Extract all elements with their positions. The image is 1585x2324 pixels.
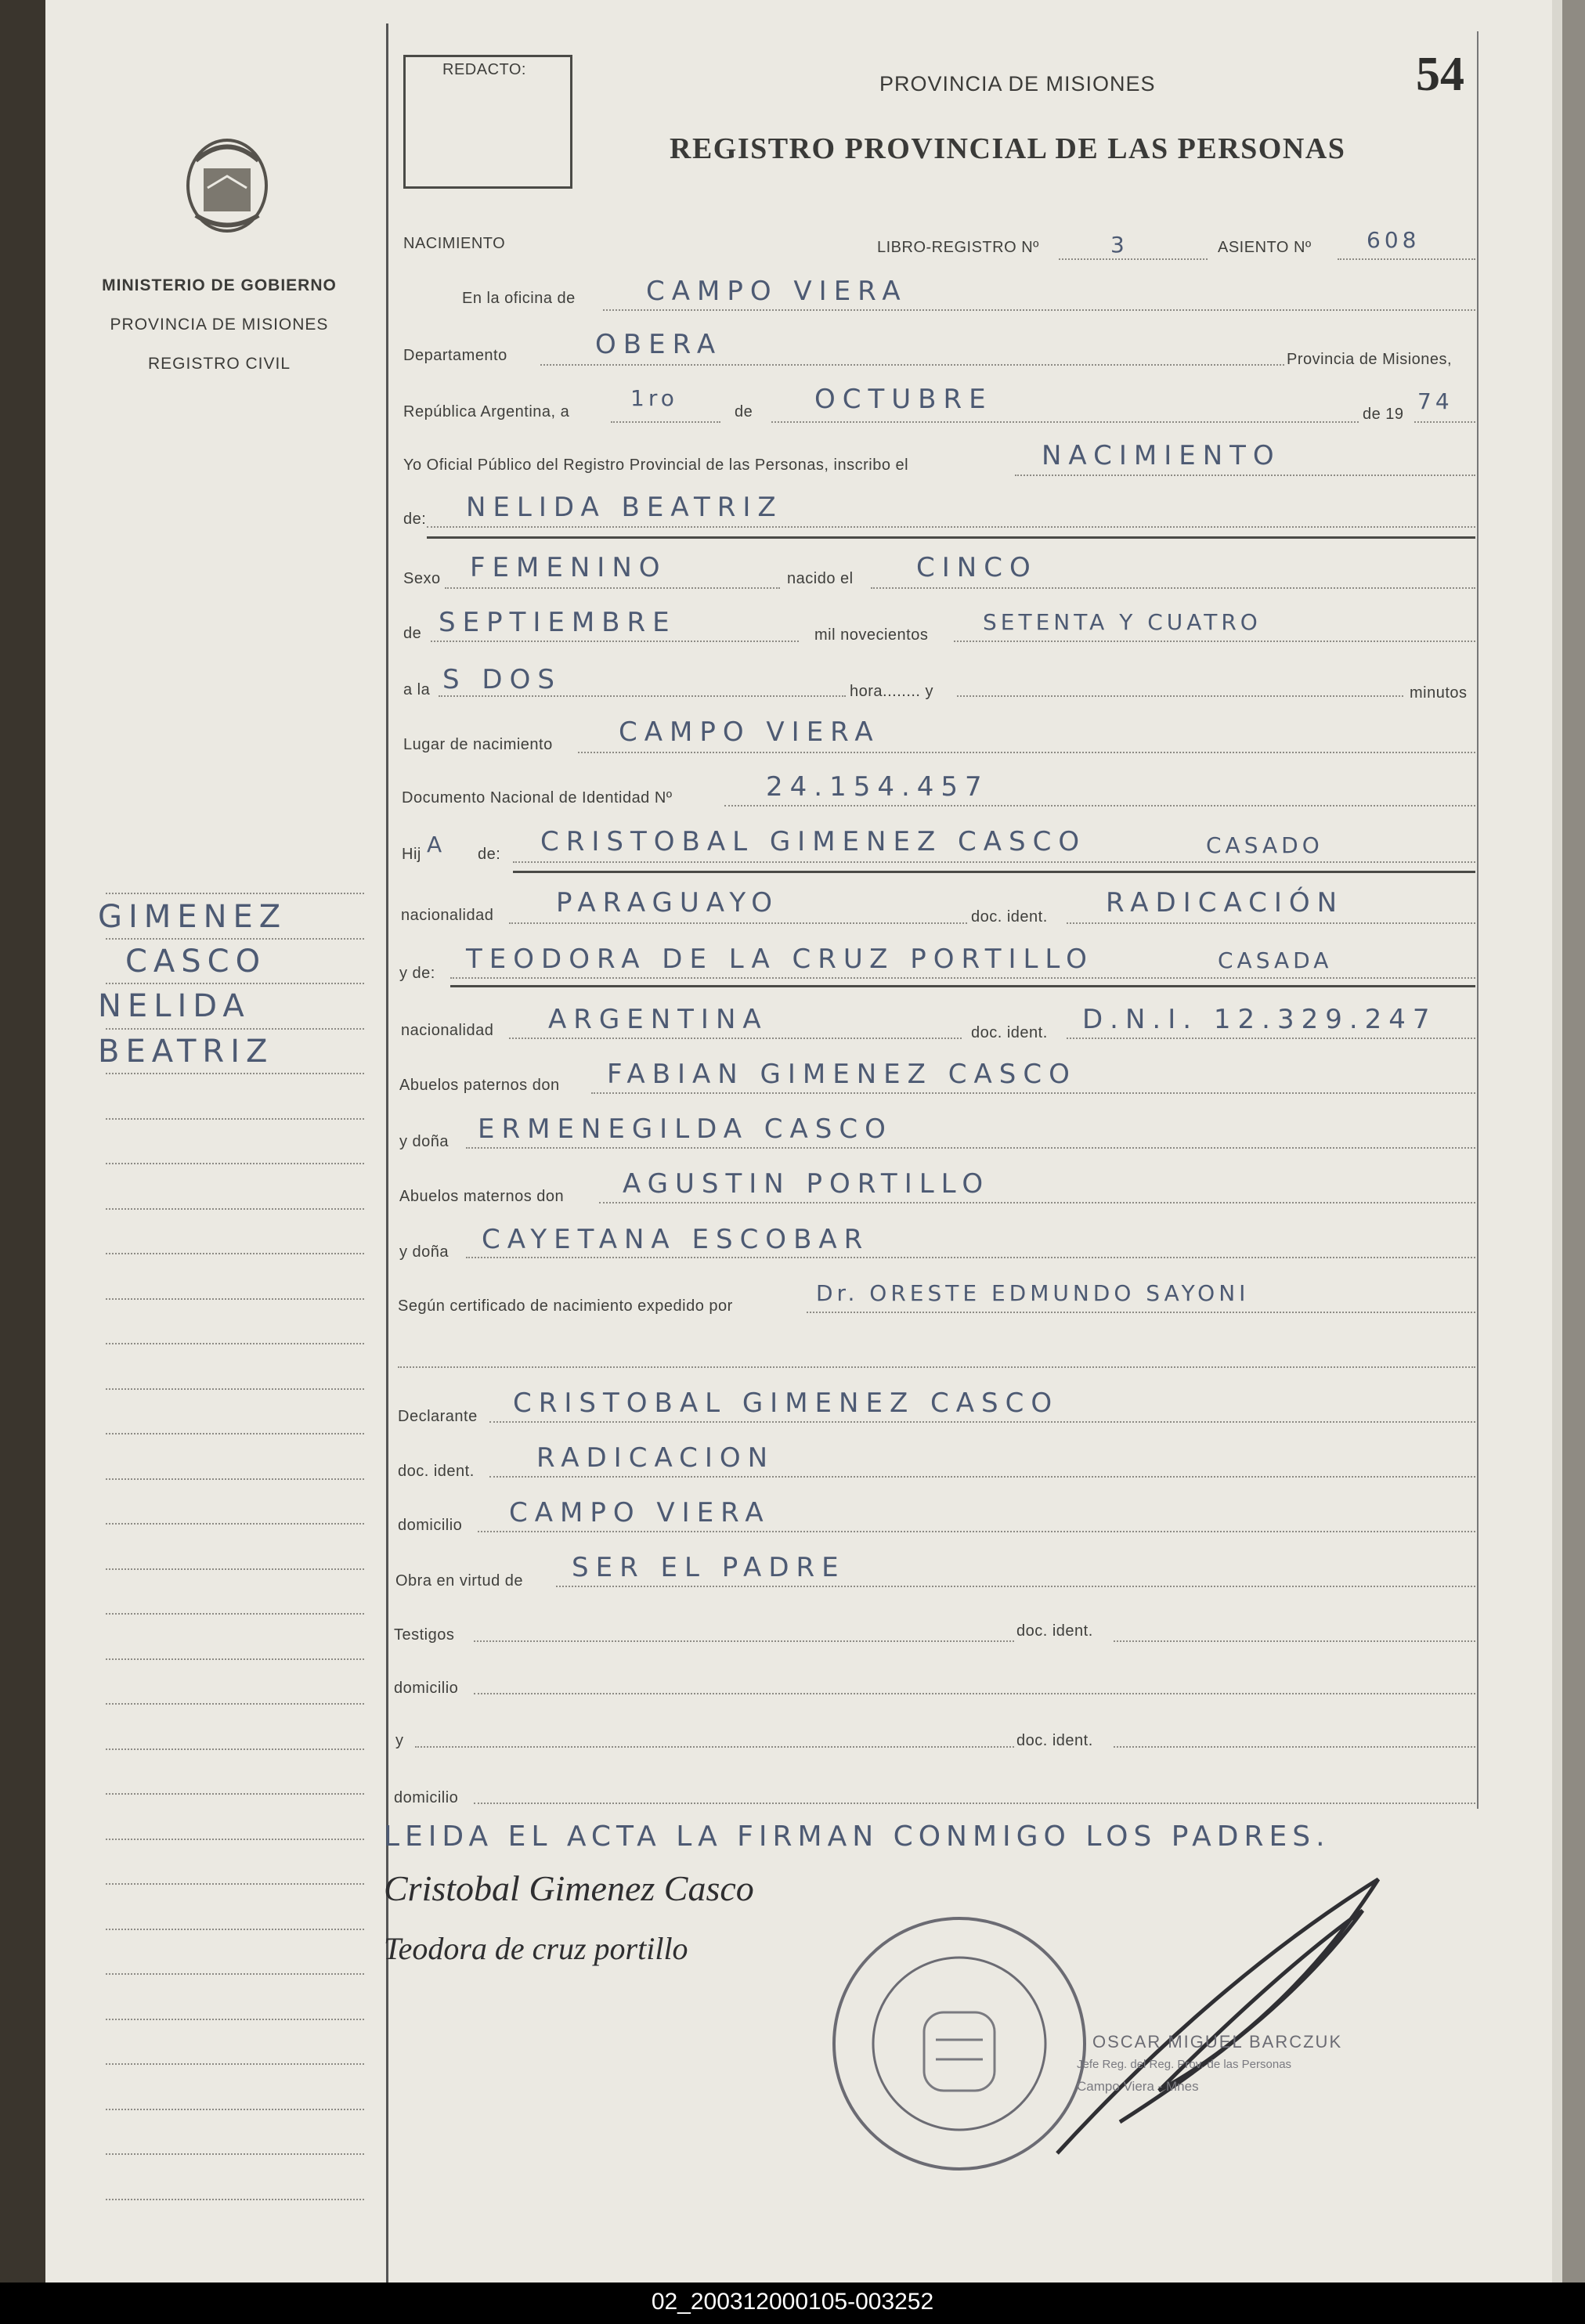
oficina-label: En la oficina de <box>462 290 576 307</box>
yde-label: y de: <box>399 965 435 982</box>
sexo-value: FEMENINO <box>470 552 667 583</box>
hora-label: hora........ y <box>850 683 934 700</box>
province-title: PROVINCIA DE MISIONES <box>879 72 1156 96</box>
side-name-line: BEATRIZ <box>98 1034 274 1070</box>
dotted-line <box>489 1421 1475 1423</box>
dotted-line <box>489 1476 1475 1478</box>
dotted-line <box>957 695 1403 697</box>
dotted-line <box>474 1693 1475 1694</box>
ab-pat-value: FABIAN GIMENEZ CASCO <box>607 1059 1077 1090</box>
margin-line <box>106 983 364 984</box>
margin-line <box>106 1793 364 1795</box>
dotted-line <box>954 641 1475 642</box>
signature-mother: Teodora de cruz portillo <box>384 1931 688 1966</box>
ministry-block <box>86 266 352 384</box>
domicilio1-value: CAMPO VIERA <box>509 1497 771 1528</box>
margin-line <box>106 1388 364 1390</box>
declarante-label: Declarante <box>398 1408 478 1425</box>
margin-line <box>106 1478 364 1480</box>
province-seal-icon <box>180 129 274 239</box>
margin-line <box>106 1839 364 1840</box>
image-id-caption: 02_200312000105-003252 <box>651 2289 934 2315</box>
side-name-line: NELIDA <box>98 988 251 1024</box>
ydona2-value: CAYETANA ESCOBAR <box>482 1224 870 1255</box>
margin-line <box>106 1343 364 1344</box>
dotted-line <box>578 752 1475 753</box>
margin-line <box>106 2063 364 2065</box>
alas-value: S DOS <box>442 664 561 695</box>
section-rule <box>427 536 1475 539</box>
dotted-line <box>1114 1746 1475 1748</box>
docid4-label: doc. ident. <box>1016 1622 1093 1640</box>
side-name-line: CASCO <box>125 944 267 980</box>
dotted-line <box>611 421 720 423</box>
dotted-line <box>431 641 799 642</box>
dotted-line <box>415 1746 1014 1748</box>
lugar-label: Lugar de nacimiento <box>403 736 553 753</box>
dotted-line <box>439 695 846 697</box>
hij-label: Hij <box>402 846 421 863</box>
alas-label: a la <box>403 681 431 698</box>
section-rule <box>450 985 1475 987</box>
dotted-line <box>1015 475 1475 476</box>
certificado-value: Dr. ORESTE EDMUNDO SAYONI <box>816 1280 1250 1306</box>
dotted-line <box>445 587 780 589</box>
hij-de-label: de: <box>478 846 501 863</box>
margin-line <box>106 2109 364 2110</box>
margin-line <box>106 1613 364 1615</box>
docid3-value: RADICACION <box>536 1442 775 1474</box>
de2-label: de: <box>403 511 427 528</box>
mes-nac-value: SEPTIEMBRE <box>439 607 677 638</box>
hij-suffix: A <box>427 832 446 857</box>
ab-pat-label: Abuelos paternos don <box>399 1077 560 1094</box>
dotted-line <box>1067 922 1475 924</box>
official-signature-icon <box>1049 1864 1394 2161</box>
republica-label: República Argentina, a <box>403 403 570 420</box>
dia-value: 1ro <box>630 385 678 411</box>
dotted-line <box>771 421 1359 423</box>
dotted-line <box>466 1257 1475 1258</box>
certificado-label: Según certificado de nacimiento expedido por <box>398 1297 733 1315</box>
libro-value: 3 <box>1110 232 1128 258</box>
provincia-label: Provincia de Misiones, <box>1287 351 1453 368</box>
dotted-line <box>478 1531 1475 1532</box>
dotted-line <box>540 364 1284 366</box>
oficial-value: NACIMIENTO <box>1042 440 1281 471</box>
docid3-label: doc. ident. <box>398 1463 475 1480</box>
dotted-line <box>474 1803 1475 1804</box>
nacido-value: CINCO <box>916 552 1038 583</box>
section-rule <box>513 871 1475 873</box>
margin-line <box>106 1748 364 1750</box>
binder-edge <box>0 0 52 2282</box>
testigos-label: Testigos <box>394 1626 455 1644</box>
dotted-line <box>1067 1038 1475 1039</box>
registry-title: REGISTRO PROVINCIAL DE LAS PERSONAS <box>670 132 1346 165</box>
nacimiento-label: NACIMIENTO <box>403 235 506 252</box>
domicilio1-label: domicilio <box>398 1517 463 1534</box>
margin-line <box>106 1163 364 1164</box>
page-margin-strip <box>1552 0 1563 2282</box>
margin-line <box>106 1703 364 1705</box>
ydona2-label: y doña <box>399 1243 450 1261</box>
domicilio3-label: domicilio <box>394 1789 459 1806</box>
margin-line <box>106 1433 364 1434</box>
dotted-line <box>474 1640 1014 1642</box>
anio-value: 74 <box>1417 388 1453 414</box>
margin-line <box>106 1208 364 1210</box>
dotted-line <box>807 1312 1475 1313</box>
de3-label: de <box>403 625 422 642</box>
docid2-label: doc. ident. <box>971 1024 1048 1041</box>
departamento-label: Departamento <box>403 347 507 364</box>
obra-value: SER EL PADRE <box>572 1552 846 1583</box>
margin-line <box>106 893 364 894</box>
dotted-line <box>1114 1640 1475 1642</box>
docid1-value: RADICACIÓN <box>1106 887 1345 918</box>
side-name-line: GIMENEZ <box>98 899 287 935</box>
dotted-line <box>1414 421 1475 423</box>
nombre-value: NELIDA BEATRIZ <box>466 492 783 523</box>
madre-value: TEODORA DE LA CRUZ PORTILLO <box>466 944 1094 975</box>
margin-line <box>106 1073 364 1074</box>
mil-value: SETENTA Y CUATRO <box>983 609 1262 635</box>
departamento-value: OBERA <box>595 329 723 360</box>
margin-line <box>106 2153 364 2155</box>
de-label: de <box>735 403 753 420</box>
margin-line <box>106 938 364 940</box>
official-name: OSCAR MIGUEL BARCZUK <box>1092 2032 1343 2052</box>
nac2-label: nacionalidad <box>401 1022 494 1039</box>
right-border <box>1477 31 1478 1809</box>
margin-line <box>106 1028 364 1030</box>
dotted-line <box>509 922 967 924</box>
dotted-line <box>398 1366 1475 1368</box>
sexo-label: Sexo <box>403 570 441 587</box>
official-role: Jefe Reg. del Reg. Prov. de las Personas <box>1077 2058 1292 2071</box>
official-place: Campo Viera - Mnes <box>1077 2079 1199 2094</box>
padre-estado: CASADO <box>1206 832 1323 858</box>
domicilio2-label: domicilio <box>394 1680 459 1697</box>
asiento-value: 608 <box>1367 227 1421 253</box>
anio-label: de 19 <box>1363 406 1404 423</box>
nac2-value: ARGENTINA <box>548 1004 768 1035</box>
dni-value: 24.154.457 <box>766 771 989 803</box>
dotted-line <box>724 805 1475 807</box>
ydona1-label: y doña <box>399 1133 450 1150</box>
dotted-line <box>591 1092 1475 1094</box>
nac1-label: nacionalidad <box>401 907 494 924</box>
dotted-line <box>513 861 1475 863</box>
ab-mat-label: Abuelos maternos don <box>399 1188 565 1205</box>
ministry-province: PROVINCIA DE MISIONES <box>110 316 329 334</box>
dotted-line <box>509 1038 962 1039</box>
oficina-value: CAMPO VIERA <box>646 276 908 307</box>
signature-father: Cristobal Gimenez Casco <box>384 1868 754 1908</box>
margin-line <box>106 1658 364 1660</box>
dotted-line <box>1338 258 1475 260</box>
margin-line <box>106 1118 364 1120</box>
redacto-label: REDACTO: <box>442 61 526 78</box>
margin-line <box>106 2199 364 2200</box>
page-edge <box>1562 0 1585 2282</box>
asiento-label: ASIENTO Nº <box>1218 239 1312 256</box>
ministry-title: MINISTERIO DE GOBIERNO <box>102 276 337 294</box>
dotted-line <box>603 309 1475 311</box>
minutos-label: minutos <box>1410 684 1468 702</box>
declarante-value: CRISTOBAL GIMENEZ CASCO <box>513 1388 1060 1419</box>
margin-line <box>106 1973 364 1975</box>
ministry-registry: REGISTRO CIVIL <box>147 355 291 373</box>
margin-line <box>106 1568 364 1570</box>
lugar-value: CAMPO VIERA <box>619 716 880 748</box>
margin-line <box>106 2019 364 2020</box>
docid5-label: doc. ident. <box>1016 1732 1093 1749</box>
mes-value: OCTUBRE <box>814 384 993 415</box>
docid1-label: doc. ident. <box>971 908 1048 926</box>
ydona1-value: ERMENEGILDA CASCO <box>478 1113 893 1145</box>
mil-label: mil novecientos <box>814 626 929 644</box>
dotted-line <box>466 1147 1475 1149</box>
madre-estado: CASADA <box>1218 947 1333 973</box>
nacido-label: nacido el <box>787 570 854 587</box>
dotted-line <box>599 1202 1475 1204</box>
padre-value: CRISTOBAL GIMENEZ CASCO <box>540 826 1087 857</box>
margin-line <box>106 1883 364 1885</box>
dotted-line <box>871 587 1475 589</box>
libro-label: LIBRO-REGISTRO Nº <box>877 239 1039 256</box>
ab-mat-value: AGUSTIN PORTILLO <box>623 1168 991 1200</box>
dotted-line <box>427 526 1475 528</box>
docid2-value: D.N.I. 12.329.247 <box>1082 1004 1437 1035</box>
dotted-line <box>450 977 1475 979</box>
obra-label: Obra en virtud de <box>395 1572 524 1590</box>
nac1-value: PARAGUAYO <box>556 887 780 918</box>
leida-value: LEIDA EL ACTA LA FIRMAN CONMIGO LOS PADRES. <box>384 1821 1330 1853</box>
oficial-label: Yo Oficial Público del Registro Provincial de las Personas, inscribo el <box>403 456 909 474</box>
dni-label: Documento Nacional de Identidad Nº <box>402 789 673 807</box>
dotted-line <box>1059 258 1208 260</box>
page-number: 54 <box>1416 48 1464 101</box>
dotted-line <box>556 1586 1475 1587</box>
margin-line <box>106 1298 364 1300</box>
margin-line <box>106 1523 364 1525</box>
margin-line <box>106 1253 364 1254</box>
y-label: y <box>395 1732 404 1749</box>
margin-line <box>106 1929 364 1930</box>
